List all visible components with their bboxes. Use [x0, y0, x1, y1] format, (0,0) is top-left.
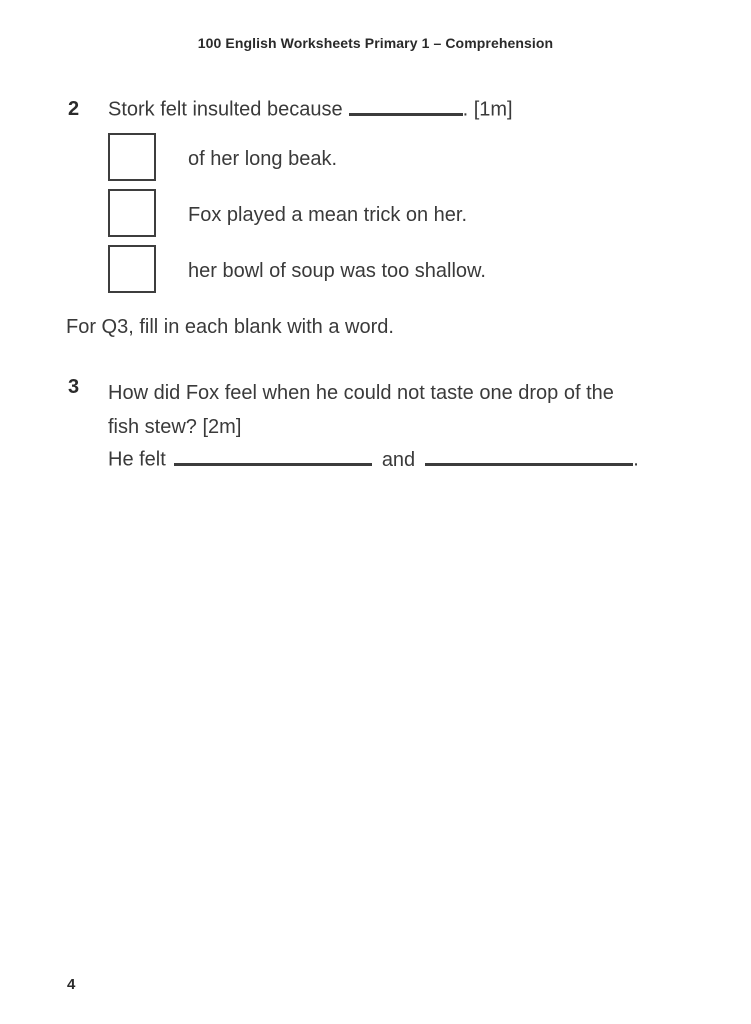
question-2-prompt: Stork felt insulted because — [108, 98, 343, 121]
answer-conjunction: and — [381, 448, 416, 471]
question-3-answer-blank-1[interactable] — [174, 448, 372, 466]
answer-checkbox-2[interactable] — [108, 189, 156, 237]
option-row — [108, 189, 486, 237]
option-label: of her long beak. — [188, 148, 337, 170]
option-label: Fox played a mean trick on her. — [188, 204, 468, 226]
question-2 — [68, 98, 513, 122]
page-header-title: 100 English Worksheets Primary 1 – Comprehension — [197, 35, 554, 51]
question-3-answer-sentence — [108, 448, 639, 472]
question-2-line — [108, 98, 513, 122]
answer-checkbox-3[interactable] — [108, 245, 156, 293]
option-label: her bowl of soup was too shallow. — [188, 260, 486, 282]
q3-instruction-text: For Q3, fill in each blank with a word. — [66, 316, 394, 338]
question-3-answer-blank-2[interactable] — [425, 448, 633, 466]
answer-prefix: He felt — [108, 448, 166, 471]
option-row — [108, 245, 486, 293]
question-2-answer-blank[interactable] — [349, 98, 463, 116]
answer-checkbox-1[interactable] — [108, 133, 156, 181]
question-3-text — [108, 376, 668, 444]
question-2-marks: . [1m] — [462, 98, 513, 121]
question-2-options — [108, 133, 486, 301]
question-3-number: 3 — [68, 376, 80, 398]
option-row — [108, 133, 486, 181]
question-3 — [68, 376, 668, 444]
page-number: 4 — [67, 976, 76, 993]
question-3-line-2: fish stew? [2m] — [108, 416, 242, 438]
question-3-line-1: How did Fox feel when he could not taste one drop of the — [108, 382, 614, 404]
answer-period: . — [633, 448, 639, 471]
question-2-number: 2 — [68, 98, 80, 120]
